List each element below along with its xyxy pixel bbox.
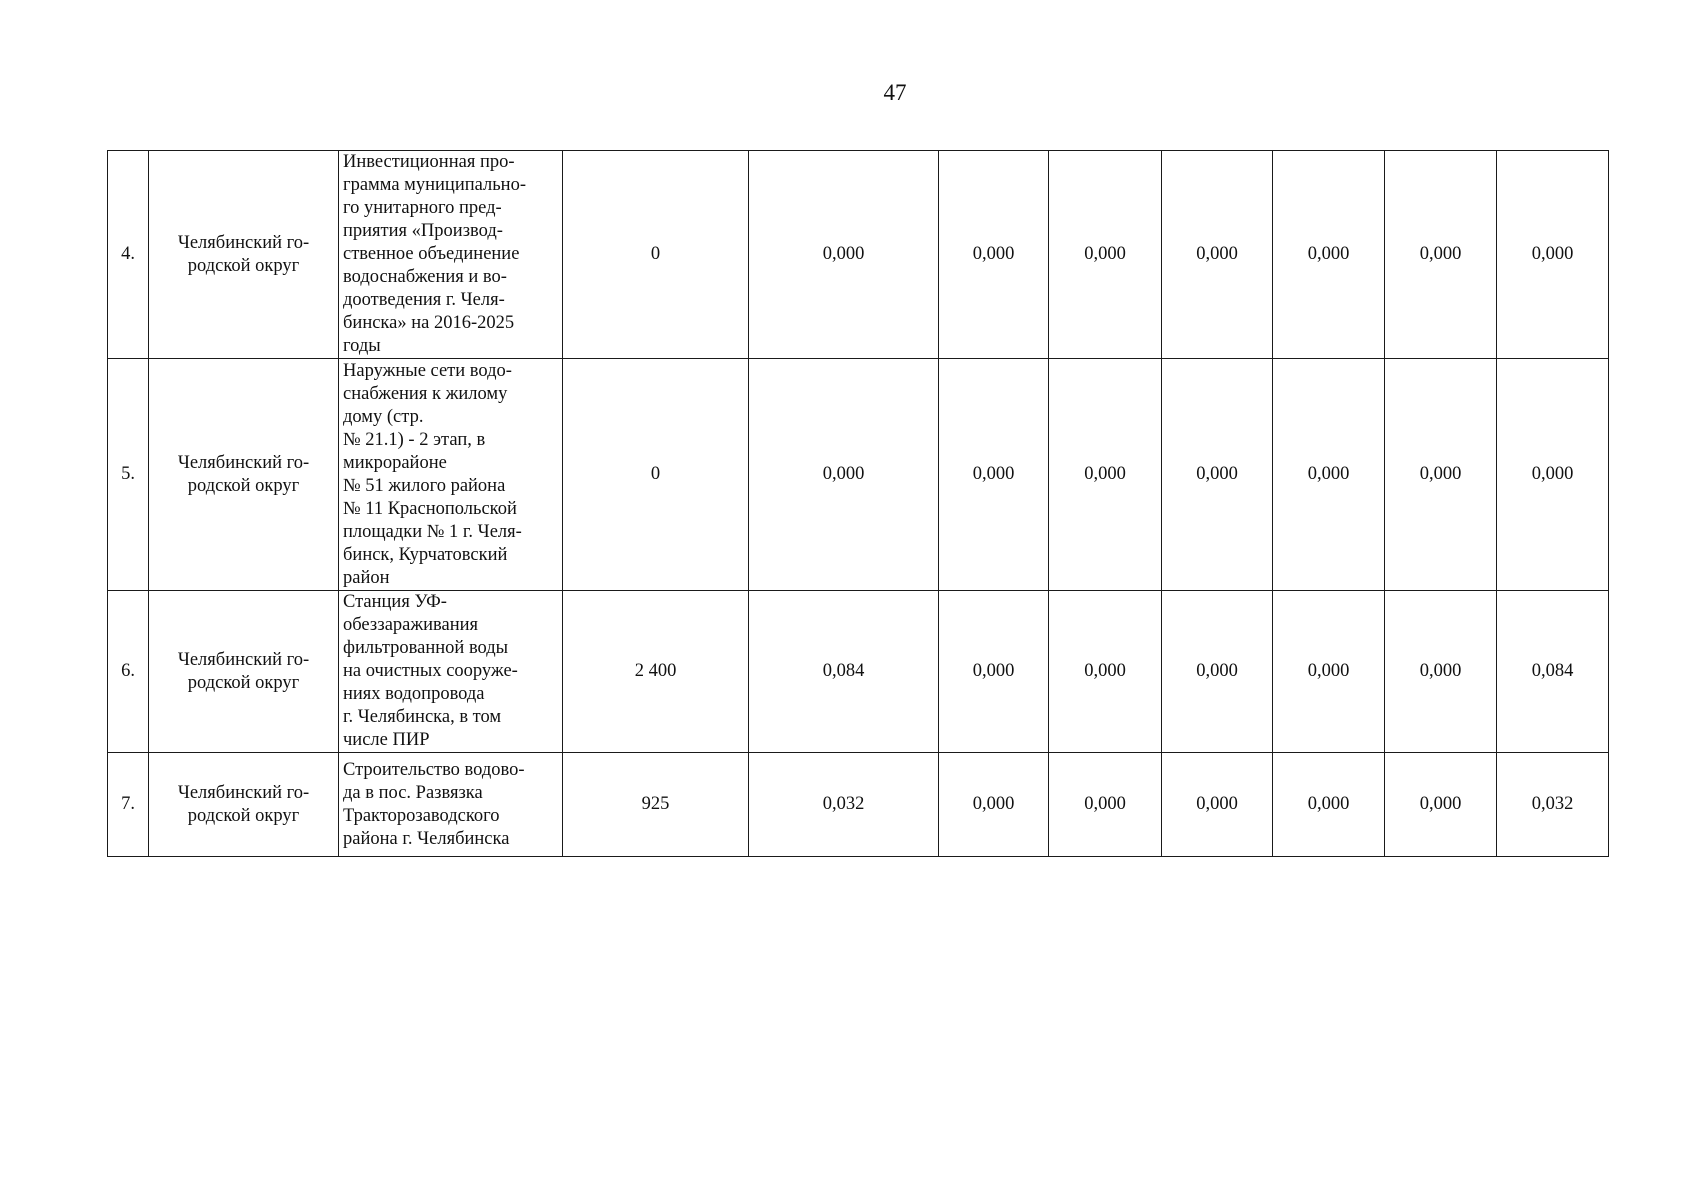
description-line: снабжения к жилому <box>343 383 508 404</box>
value-cell: 0,084 <box>1497 591 1609 753</box>
value-cell: 0,000 <box>1385 591 1497 753</box>
table-row <box>108 753 1609 857</box>
value-cell: 0 <box>563 359 749 591</box>
value-cell: 0,000 <box>1049 753 1162 857</box>
table-row <box>108 359 1609 591</box>
value-cell: 0,000 <box>1385 151 1497 359</box>
value-cell: 0,000 <box>1049 591 1162 753</box>
description-line: площадки № 1 г. Челя- <box>343 521 522 542</box>
district-cell: Челябинский го- родской округ <box>149 753 339 857</box>
value-cell: 0,032 <box>749 753 939 857</box>
value-cell: 0,000 <box>1385 753 1497 857</box>
description-line: приятия «Производ- <box>343 221 503 241</box>
description-line: водоснабжения и во- <box>343 267 507 287</box>
description-line: годы <box>343 336 381 356</box>
description-line: го унитарного пред- <box>343 198 502 218</box>
row-number: 4. <box>108 151 149 359</box>
value-cell: 0,000 <box>1162 753 1273 857</box>
value-cell: 0,000 <box>1385 359 1497 591</box>
value-cell: 2 400 <box>563 591 749 753</box>
description-line: дому (стр. <box>343 406 424 427</box>
row-number: 5. <box>108 359 149 591</box>
district-cell: Челябинский го- родской округ <box>149 591 339 753</box>
description-line: бинск, Курчатовский <box>343 544 508 565</box>
table-row <box>108 591 1609 753</box>
value-cell: 0,032 <box>1497 753 1609 857</box>
value-cell: 0,000 <box>1049 151 1162 359</box>
value-cell: 0,000 <box>749 359 939 591</box>
description-cell <box>339 359 563 591</box>
description-line: бинска» на 2016-2025 <box>343 313 515 333</box>
table-body <box>108 151 1609 857</box>
investment-table <box>107 150 1609 857</box>
description-line: № 51 жилого района <box>343 475 506 496</box>
value-cell: 0,000 <box>1162 591 1273 753</box>
value-cell: 0,000 <box>1162 359 1273 591</box>
district-cell: Челябинский го- родской округ <box>149 151 339 359</box>
description-line: на очистных сооруже- <box>343 661 518 681</box>
value-cell: 0,000 <box>1162 151 1273 359</box>
description-line: район <box>343 567 390 588</box>
description-line: Станция УФ- <box>343 592 447 612</box>
description-cell <box>339 591 563 753</box>
value-cell: 925 <box>563 753 749 857</box>
value-cell: 0,000 <box>1273 151 1385 359</box>
value-cell: 0,000 <box>749 151 939 359</box>
description-line: фильтрованной воды <box>343 638 509 658</box>
table-row <box>108 151 1609 359</box>
description-line: доотведения г. Челя- <box>343 290 505 310</box>
description-line: Тракторозаводского <box>343 805 500 826</box>
value-cell: 0,000 <box>1049 359 1162 591</box>
value-cell: 0,000 <box>939 151 1049 359</box>
value-cell: 0,000 <box>1497 151 1609 359</box>
description-line: Инвестиционная про- <box>343 152 515 172</box>
description-line: да в пос. Развязка <box>343 782 483 803</box>
description-line: Строительство водово- <box>343 759 525 780</box>
row-number: 7. <box>108 753 149 857</box>
page-number: 47 <box>883 80 907 105</box>
value-cell: 0,000 <box>1273 591 1385 753</box>
value-cell: 0,000 <box>1273 359 1385 591</box>
description-line: района г. Челябинска <box>343 828 510 849</box>
description-line: ниях водопровода <box>343 684 485 704</box>
value-cell: 0,000 <box>939 359 1049 591</box>
row-number: 6. <box>108 591 149 753</box>
value-cell: 0,000 <box>939 591 1049 753</box>
district-cell: Челябинский го- родской округ <box>149 359 339 591</box>
description-line: обеззараживания <box>343 615 479 635</box>
description-line: г. Челябинска, в том <box>343 707 502 727</box>
value-cell: 0,000 <box>1497 359 1609 591</box>
value-cell: 0,000 <box>939 753 1049 857</box>
description-line: № 11 Краснопольской <box>343 498 517 519</box>
description-cell <box>339 151 563 359</box>
value-cell: 0 <box>563 151 749 359</box>
description-line: микрорайоне <box>343 452 447 473</box>
description-line: Наружные сети водо- <box>343 360 512 381</box>
value-cell: 0,000 <box>1273 753 1385 857</box>
description-line: грамма муниципально- <box>343 175 526 195</box>
description-line: ственное объединение <box>343 244 520 264</box>
description-line: № 21.1) - 2 этап, в <box>343 429 486 450</box>
description-cell <box>339 753 563 857</box>
value-cell: 0,084 <box>749 591 939 753</box>
description-line: числе ПИР <box>343 730 430 750</box>
